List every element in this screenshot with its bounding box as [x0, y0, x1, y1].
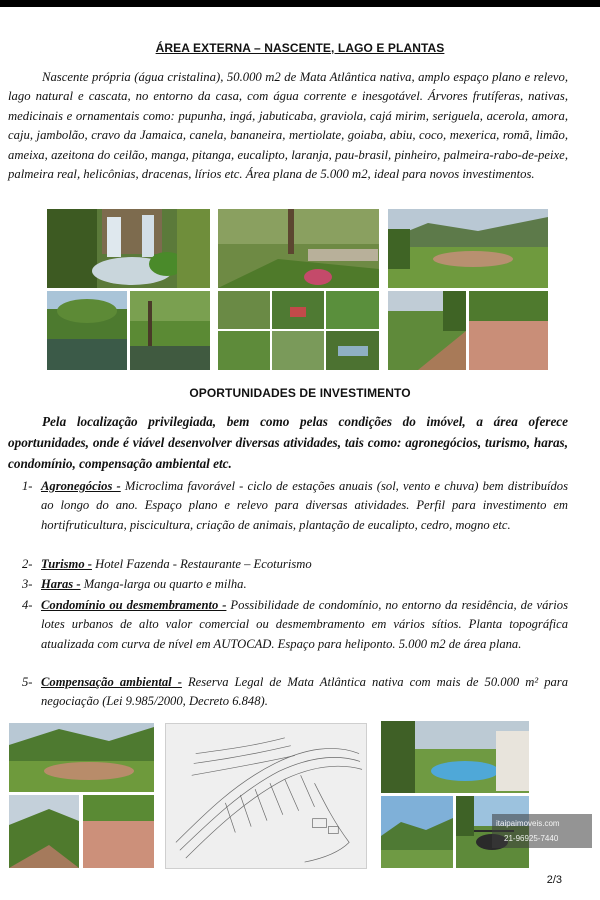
pool-photo	[381, 721, 529, 793]
earth-clearing-photo	[83, 795, 154, 868]
list-term: Agronegócios -	[41, 479, 121, 493]
list-term: Compensação ambiental -	[41, 675, 182, 689]
list-item-haras	[8, 575, 568, 594]
list-number: 4-	[22, 598, 33, 612]
list-number: 2-	[22, 557, 33, 571]
hillside-photo	[9, 795, 79, 868]
list-text: Reserva Legal de Mata Atlântica nativa com mais de 50.000 m² para negociação (Lei 9.985/2000, Decreto 6.848).	[41, 675, 568, 709]
page-number: 2/3	[546, 874, 562, 886]
list-term: Turismo -	[41, 557, 92, 571]
watermark-phone: 21-96925-7440	[504, 834, 559, 843]
watermark-site: itaipaimoveis.com	[496, 819, 560, 828]
garden-slope-photo	[218, 209, 379, 288]
list-number: 5-	[22, 675, 33, 689]
top-border	[0, 0, 600, 7]
section-title-oportunidades: OPORTUNIDADES DE INVESTIMENTO	[189, 386, 411, 400]
list-term: Condomínio ou desmembramento -	[41, 598, 227, 612]
list-item-agronegocios	[8, 477, 568, 535]
topographic-plan-image	[165, 723, 367, 869]
dirt-road-photo	[388, 291, 466, 370]
trees-pond-photo	[130, 291, 210, 370]
lake-photo	[47, 291, 127, 370]
open-field-photo	[388, 209, 548, 288]
list-text: Hotel Fazenda - Restaurante – Ecoturismo	[91, 557, 312, 571]
list-term: Haras -	[41, 577, 81, 591]
list-number: 3-	[22, 577, 33, 591]
mountain-view-photo	[381, 796, 453, 868]
section-title-area-externa: ÁREA EXTERNA – NASCENTE, LAGO E PLANTAS	[155, 41, 445, 55]
list-text: Possibilidade de condomínio, no entorno da residência, de vários lotes urbanos de alto valor comercial ou desmembramento em vários sítios. Planta topográfica atualizada com curva de nível em AUTOCAD. Espaço para heliponto. 5.000 m2 de área plana.	[41, 598, 568, 651]
list-text: Manga-larga ou quarto e milha.	[80, 577, 247, 591]
valley-field-photo	[9, 723, 154, 792]
waterfall-photo	[47, 209, 210, 288]
cleared-land-photo	[469, 291, 548, 370]
property-mosaic-photo	[218, 291, 379, 370]
oportunidades-intro: Pela localização privilegiada, bem como pelas condições do imóvel, a área oferece oportunidades, onde é viável desenvolver diversas atividades, tais como: agronegócios, turismo, haras, condomínio, compensação ambiental etc.	[8, 414, 568, 471]
list-item-turismo	[8, 555, 568, 574]
list-text: Microclima favorável - ciclo de estações anuais (sol, vento e chuva) bem distribuídos ao longo do ano. Espaço plano e relevo para diversas atividades. Perfil para investimento em hortifruticultura, piscicultura, criação de animais, plantação de eucalipto, cedro, mogno etc.	[41, 479, 568, 532]
list-number: 1-	[22, 479, 33, 493]
list-item-compensacao	[8, 673, 568, 712]
area-externa-paragraph: Nascente própria (água cristalina), 50.000 m2 de Mata Atlântica nativa, amplo espaço plano e relevo, lago natural e cascata, no entorno da casa, com água corrente e inesgotável. Árvores frutíferas, nativas, medicinais e ornamentais como: pupunha, ingá, jabuticaba, graviola, cajá mirim, seriguela, acerola, amora, caju, jambolão, cravo da Jamaica, canela, bananeira, mertiolate, goiaba, abiu, coco, mexerica, romã, limão, ameixa, azeitona do ceilão, manga, pitanga, eucalipto, laranja, pau-brasil, pinheiro, palmeira-rabo-de-peixe, palmeira real, helicônias, dracenas, lírios etc. Área plana de 5.000 m2, ideal para novos investimentos.	[8, 70, 568, 182]
list-item-condominio	[8, 596, 568, 654]
